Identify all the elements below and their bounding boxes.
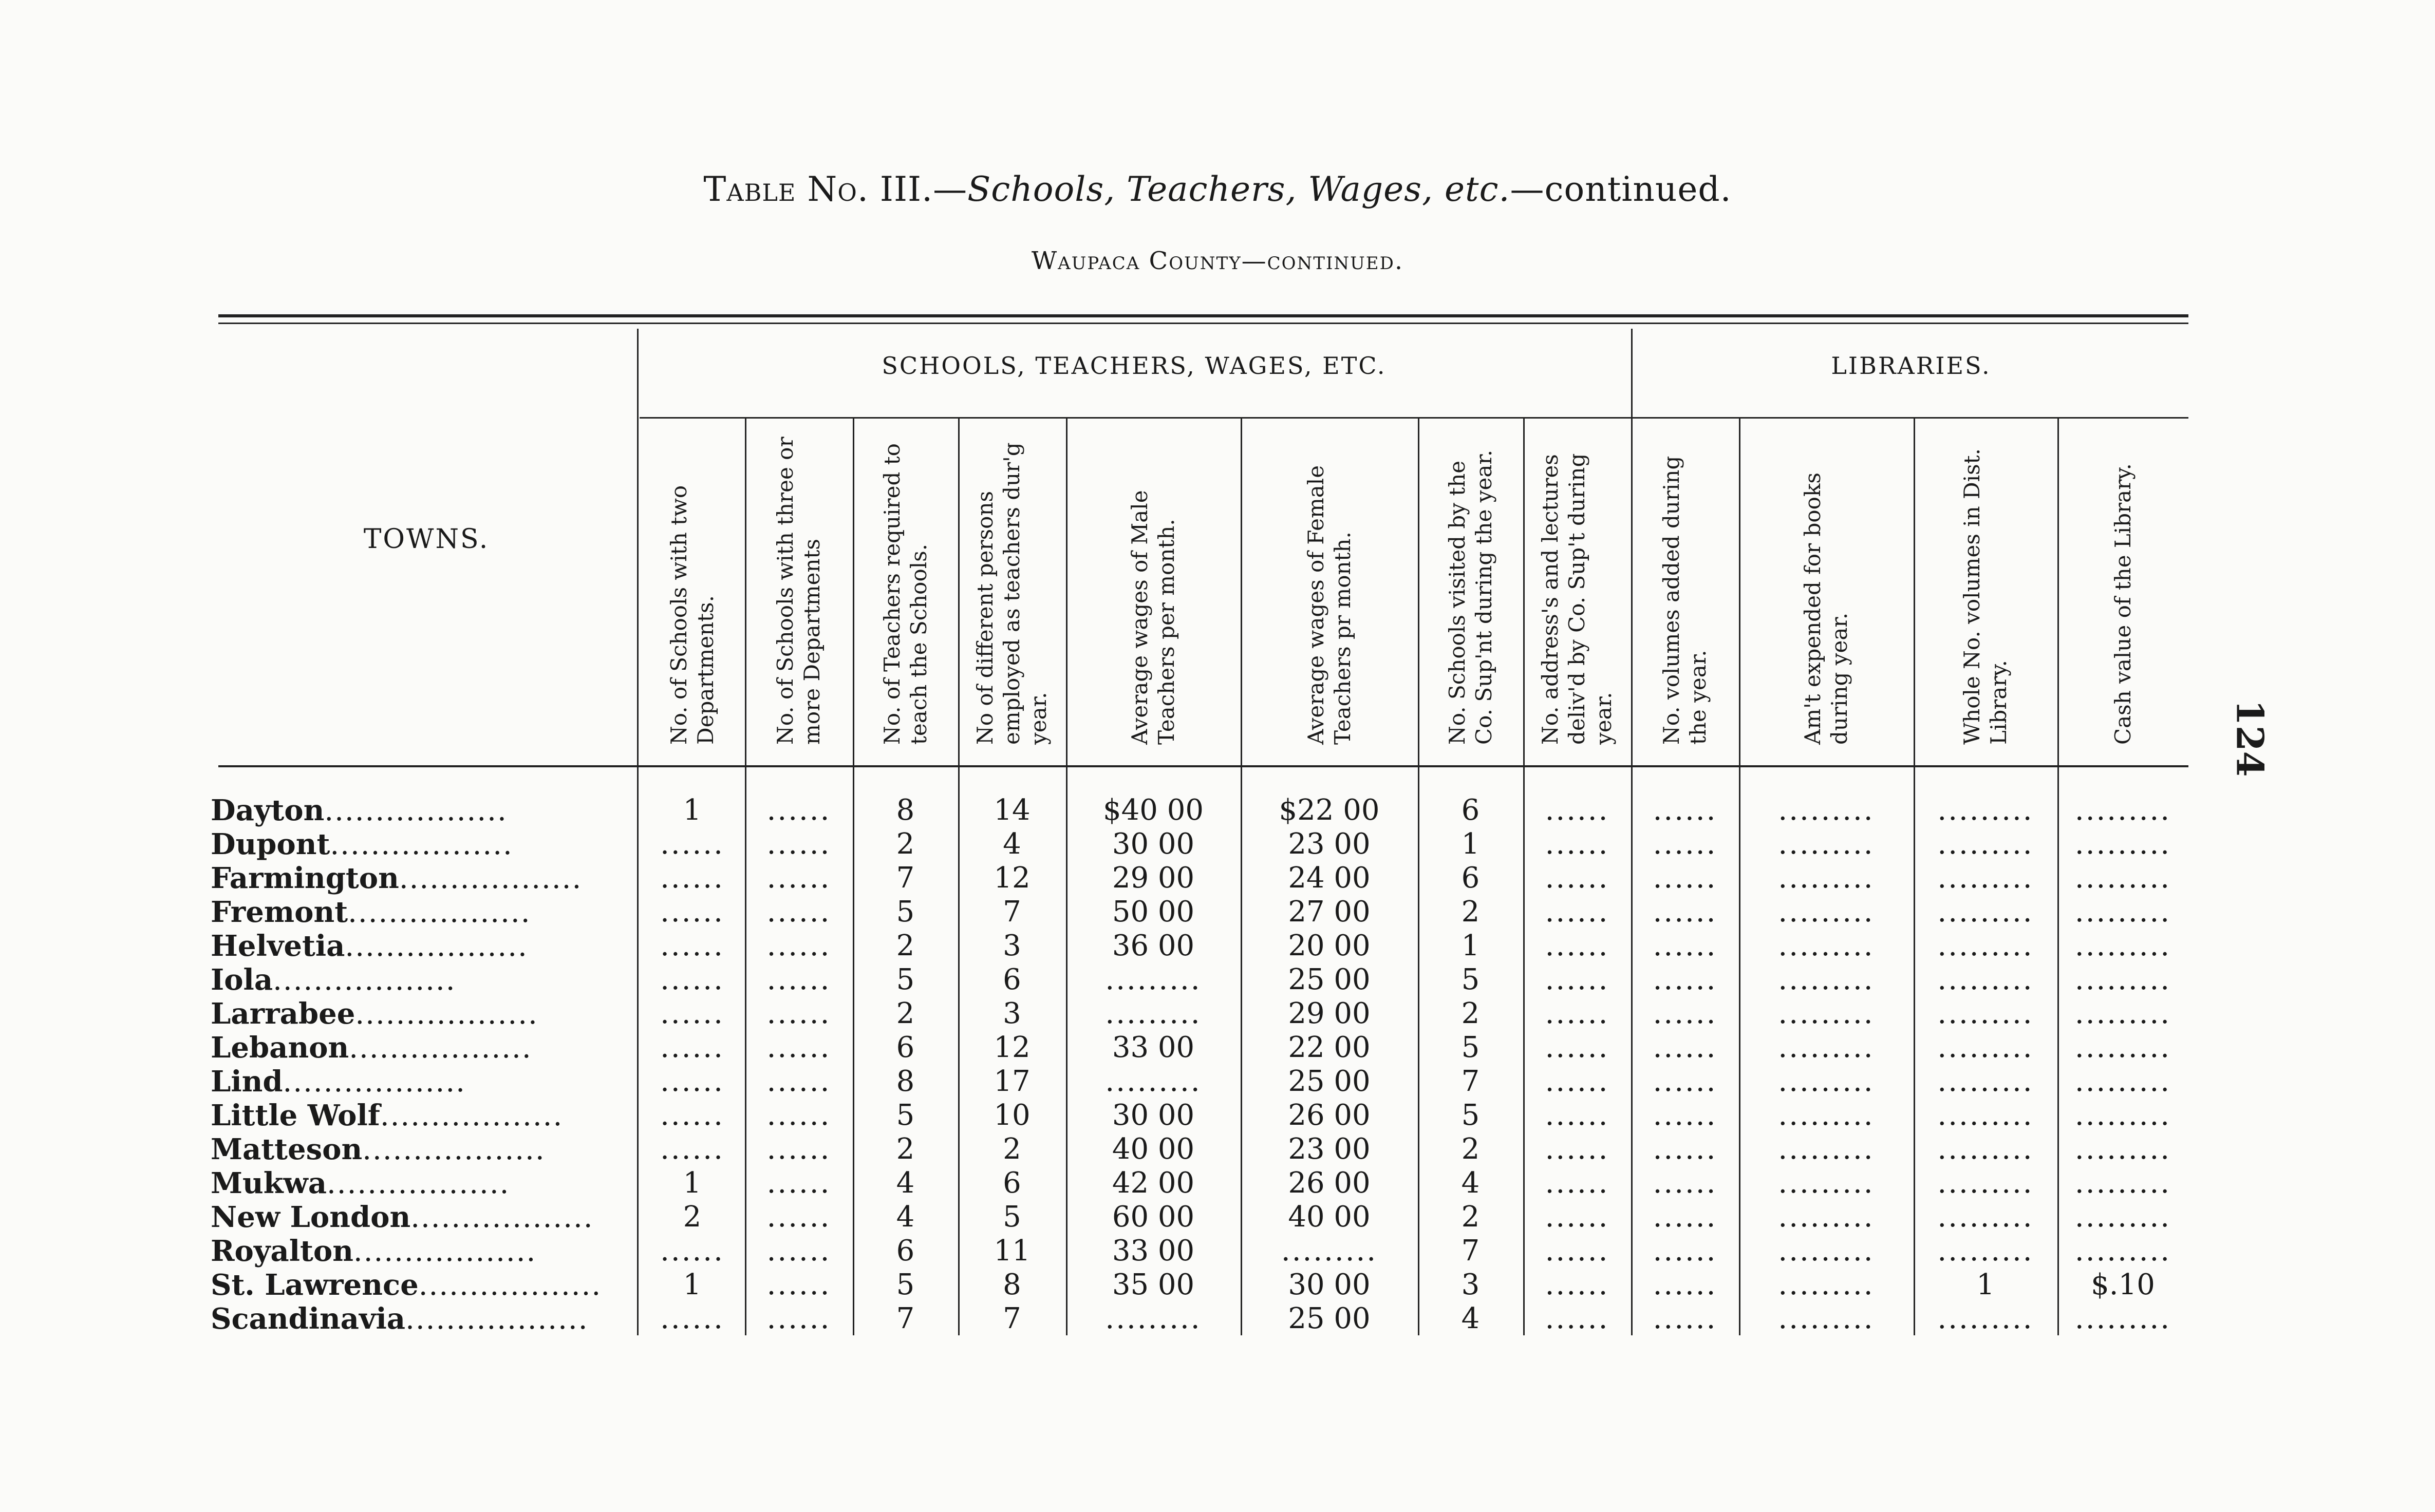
town-name-text: New London bbox=[211, 1200, 411, 1234]
cell-value: 23 00 bbox=[1288, 827, 1371, 861]
leader-dots: .................. bbox=[380, 1099, 564, 1132]
leader-dots: .................. bbox=[348, 896, 531, 929]
cell-value: 7 bbox=[896, 1302, 915, 1335]
empty-cell-dots: ......... bbox=[1778, 895, 1875, 929]
cell-value: 5 bbox=[896, 1099, 915, 1132]
town-name bbox=[211, 1132, 637, 1166]
cell-value: 7 bbox=[1461, 1065, 1480, 1098]
cell-value: 8 bbox=[1003, 1268, 1021, 1301]
column-header-label: No. Schools visited by the Co. Sup'nt during the year. bbox=[1444, 449, 1496, 745]
cell-value: 33 00 bbox=[1112, 1234, 1195, 1268]
empty-cell-dots: ...... bbox=[1545, 1166, 1609, 1200]
empty-cell-dots: ...... bbox=[766, 1132, 831, 1166]
empty-cell-dots: ...... bbox=[1545, 1268, 1609, 1301]
empty-cell-dots: ...... bbox=[766, 1065, 831, 1098]
column-header-label: Whole No. volumes in Dist. Library. bbox=[1959, 448, 2011, 745]
cell-value: 3 bbox=[1003, 997, 1021, 1030]
empty-cell-dots: ...... bbox=[766, 1302, 831, 1335]
empty-cell-dots: ......... bbox=[1937, 1200, 2034, 1234]
town-name bbox=[211, 1302, 637, 1336]
empty-cell-dots: ...... bbox=[1545, 793, 1609, 827]
cell-value: 12 bbox=[994, 861, 1031, 895]
empty-cell-dots: ...... bbox=[660, 895, 724, 929]
column-header-label: No. of Schools with three or more Departments bbox=[773, 437, 825, 745]
town-name-text: Royalton bbox=[211, 1234, 353, 1268]
addresses-header bbox=[1523, 421, 1631, 750]
leader-dots: .................. bbox=[349, 1031, 532, 1065]
table-row bbox=[0, 929, 2435, 963]
empty-cell-dots: ...... bbox=[1653, 895, 1717, 929]
column-header-label: Cash value of the Library. bbox=[2110, 463, 2136, 745]
town-name-text: Little Wolf bbox=[211, 1099, 380, 1132]
cell-value: 33 00 bbox=[1112, 1031, 1195, 1064]
cell-value: 27 00 bbox=[1288, 895, 1371, 929]
town-name-text: Larrabee bbox=[211, 997, 355, 1031]
leader-dots: .................. bbox=[355, 997, 538, 1031]
empty-cell-dots: ...... bbox=[1653, 1200, 1717, 1234]
town-name-text: Helvetia bbox=[211, 929, 345, 963]
empty-cell-dots: ...... bbox=[1545, 1065, 1609, 1098]
table-row bbox=[0, 827, 2435, 861]
empty-cell-dots: ......... bbox=[1778, 827, 1875, 861]
top-rule-inner bbox=[218, 323, 2188, 324]
empty-cell-dots: ...... bbox=[1653, 861, 1717, 895]
table-title-suffix: —continued. bbox=[1510, 169, 1732, 209]
cell-value: 6 bbox=[896, 1031, 915, 1064]
empty-cell-dots: ......... bbox=[1105, 1065, 1202, 1098]
cell-value: 4 bbox=[1003, 827, 1021, 861]
cell-value: 2 bbox=[1003, 1132, 1021, 1166]
cell-value: 4 bbox=[1461, 1302, 1480, 1335]
empty-cell-dots: ...... bbox=[1653, 1031, 1717, 1064]
empty-cell-dots: ......... bbox=[2074, 793, 2171, 827]
empty-cell-dots: ......... bbox=[1937, 1166, 2034, 1200]
male-wages-header bbox=[1066, 421, 1241, 750]
town-name bbox=[211, 1065, 637, 1099]
empty-cell-dots: ...... bbox=[766, 1031, 831, 1064]
table-row bbox=[0, 1099, 2435, 1132]
table-row bbox=[0, 895, 2435, 929]
empty-cell-dots: ...... bbox=[766, 963, 831, 996]
cell-value: $.10 bbox=[2091, 1268, 2155, 1301]
cell-value: 5 bbox=[1461, 963, 1480, 996]
town-name-text: Lebanon bbox=[211, 1031, 349, 1065]
empty-cell-dots: ...... bbox=[766, 1099, 831, 1132]
cell-value: 1 bbox=[683, 1268, 702, 1301]
table-title-italic: Schools, Teachers, Wages, etc. bbox=[967, 169, 1510, 209]
town-name bbox=[211, 1268, 637, 1302]
group-underline bbox=[640, 417, 2188, 419]
whole-volumes-header bbox=[1914, 421, 2057, 750]
empty-cell-dots: ......... bbox=[2074, 929, 2171, 962]
cell-value: 60 00 bbox=[1112, 1200, 1195, 1234]
empty-cell-dots: ...... bbox=[766, 929, 831, 962]
leader-dots: .................. bbox=[405, 1302, 589, 1336]
empty-cell-dots: ......... bbox=[1778, 793, 1875, 827]
top-rule-outer bbox=[218, 314, 2188, 317]
female-wages-header bbox=[1241, 421, 1418, 750]
table-row bbox=[0, 1302, 2435, 1336]
volumes-added-header bbox=[1631, 421, 1739, 750]
schools-visited-header bbox=[1418, 421, 1523, 750]
empty-cell-dots: ...... bbox=[660, 1031, 724, 1064]
town-name-text: Scandinavia bbox=[211, 1302, 406, 1336]
empty-cell-dots: ...... bbox=[1653, 1302, 1717, 1335]
cell-value: 4 bbox=[896, 1200, 915, 1234]
cell-value: 1 bbox=[1461, 929, 1480, 962]
leader-dots: .................. bbox=[327, 1167, 510, 1200]
town-name bbox=[211, 895, 637, 929]
leader-dots: .................. bbox=[410, 1201, 594, 1234]
empty-cell-dots: ...... bbox=[766, 827, 831, 861]
table-row bbox=[0, 793, 2435, 827]
empty-cell-dots: ......... bbox=[1778, 861, 1875, 895]
empty-cell-dots: ......... bbox=[2074, 895, 2171, 929]
empty-cell-dots: ...... bbox=[660, 827, 724, 861]
cell-value: 36 00 bbox=[1112, 929, 1195, 962]
cell-value: 2 bbox=[896, 1132, 915, 1166]
leader-dots: .................. bbox=[324, 794, 508, 827]
cell-value: 6 bbox=[1461, 793, 1480, 827]
cell-value: 20 00 bbox=[1288, 929, 1371, 962]
empty-cell-dots: ......... bbox=[1778, 1099, 1875, 1132]
cell-value: 23 00 bbox=[1288, 1132, 1371, 1166]
cell-value: 17 bbox=[994, 1065, 1031, 1098]
column-header-label: No of different persons employed as teachers dur'g year. bbox=[972, 442, 1051, 745]
town-name-text: Iola bbox=[211, 963, 273, 997]
column-header-label: No. of Schools with two Departments. bbox=[666, 485, 718, 745]
cell-value: 7 bbox=[1461, 1234, 1480, 1268]
empty-cell-dots: ...... bbox=[660, 997, 724, 1030]
empty-cell-dots: ......... bbox=[1778, 1166, 1875, 1200]
empty-cell-dots: ......... bbox=[2074, 1234, 2171, 1268]
empty-cell-dots: ...... bbox=[1653, 1268, 1717, 1301]
town-name bbox=[211, 793, 637, 827]
cell-value: 7 bbox=[896, 861, 915, 895]
cell-value: 11 bbox=[994, 1234, 1031, 1268]
empty-cell-dots: ...... bbox=[660, 1234, 724, 1268]
empty-cell-dots: ......... bbox=[1778, 1031, 1875, 1064]
empty-cell-dots: ...... bbox=[1545, 1031, 1609, 1064]
cell-value: 6 bbox=[1003, 963, 1021, 996]
empty-cell-dots: ......... bbox=[1937, 1132, 2034, 1166]
empty-cell-dots: ...... bbox=[766, 861, 831, 895]
town-name bbox=[211, 963, 637, 997]
empty-cell-dots: ......... bbox=[1937, 997, 2034, 1030]
cell-value: 3 bbox=[1461, 1268, 1480, 1301]
empty-cell-dots: ......... bbox=[1937, 1302, 2034, 1335]
cell-value: 25 00 bbox=[1288, 1065, 1371, 1098]
empty-cell-dots: ......... bbox=[1281, 1234, 1378, 1268]
cell-value: 29 00 bbox=[1112, 861, 1195, 895]
cell-value: 2 bbox=[683, 1200, 702, 1234]
empty-cell-dots: ...... bbox=[660, 1132, 724, 1166]
cell-value: 2 bbox=[896, 997, 915, 1030]
teachers-required-header bbox=[853, 421, 958, 750]
cell-value: 50 00 bbox=[1112, 895, 1195, 929]
empty-cell-dots: ...... bbox=[1653, 997, 1717, 1030]
table-row bbox=[0, 1166, 2435, 1200]
empty-cell-dots: ......... bbox=[1937, 793, 2034, 827]
empty-cell-dots: ......... bbox=[1937, 861, 2034, 895]
cell-value: 1 bbox=[683, 1166, 702, 1200]
leader-dots: .................. bbox=[353, 1235, 537, 1268]
column-header-label: Average wages of Male Teachers per month. bbox=[1127, 490, 1179, 745]
town-name bbox=[211, 827, 637, 861]
leader-dots: .................. bbox=[418, 1269, 602, 1302]
town-name bbox=[211, 1166, 637, 1200]
amount-expended-header bbox=[1739, 421, 1914, 750]
table-row bbox=[0, 1031, 2435, 1065]
two-dept-header bbox=[640, 421, 745, 750]
empty-cell-dots: ...... bbox=[660, 1302, 724, 1335]
cell-value: 5 bbox=[896, 963, 915, 996]
teachers-employed-header bbox=[958, 421, 1066, 750]
town-name-text: Lind bbox=[211, 1065, 283, 1099]
empty-cell-dots: ...... bbox=[766, 1234, 831, 1268]
empty-cell-dots: ...... bbox=[1545, 1099, 1609, 1132]
town-name-text: Farmington bbox=[211, 861, 399, 895]
column-header-label: Am't expended for books during year. bbox=[1800, 472, 1852, 745]
column-header-label: Average wages of Female Teachers pr month. bbox=[1303, 465, 1355, 745]
empty-cell-dots: ......... bbox=[1105, 997, 1202, 1030]
empty-cell-dots: ...... bbox=[1653, 1166, 1717, 1200]
leader-dots: .................. bbox=[345, 930, 528, 963]
cell-value: $40 00 bbox=[1103, 793, 1204, 827]
cell-value: 1 bbox=[683, 793, 702, 827]
empty-cell-dots: ...... bbox=[1545, 1200, 1609, 1234]
table-title-prefix: Table No. III.— bbox=[703, 169, 968, 209]
empty-cell-dots: ......... bbox=[2074, 1132, 2171, 1166]
cell-value: 8 bbox=[896, 793, 915, 827]
cell-value: 2 bbox=[1461, 997, 1480, 1030]
towns-header: TOWNS. bbox=[363, 524, 490, 555]
empty-cell-dots: ...... bbox=[1653, 963, 1717, 996]
cell-value: 5 bbox=[1003, 1200, 1021, 1234]
leader-dots: .................. bbox=[362, 1133, 546, 1166]
empty-cell-dots: ......... bbox=[1778, 1065, 1875, 1098]
cell-value: 29 00 bbox=[1288, 997, 1371, 1030]
empty-cell-dots: ...... bbox=[1653, 1234, 1717, 1268]
empty-cell-dots: ...... bbox=[1545, 963, 1609, 996]
empty-cell-dots: ...... bbox=[766, 1268, 831, 1301]
cell-value: 25 00 bbox=[1288, 1302, 1371, 1335]
empty-cell-dots: ...... bbox=[1653, 1132, 1717, 1166]
three-dept-header bbox=[745, 421, 853, 750]
town-name bbox=[211, 997, 637, 1031]
leader-dots: .................. bbox=[399, 862, 583, 895]
empty-cell-dots: ......... bbox=[1778, 929, 1875, 962]
empty-cell-dots: ...... bbox=[1545, 1302, 1609, 1335]
empty-cell-dots: ...... bbox=[1545, 929, 1609, 962]
town-name-text: Dayton bbox=[211, 793, 325, 827]
empty-cell-dots: ......... bbox=[1105, 1302, 1202, 1335]
empty-cell-dots: ...... bbox=[1653, 827, 1717, 861]
empty-cell-dots: ......... bbox=[2074, 1031, 2171, 1064]
cell-value: 10 bbox=[994, 1099, 1031, 1132]
table-title bbox=[0, 169, 2435, 209]
empty-cell-dots: ......... bbox=[2074, 1166, 2171, 1200]
schools-group-header: SCHOOLS, TEACHERS, WAGES, ETC. bbox=[882, 352, 1387, 380]
empty-cell-dots: ......... bbox=[1937, 929, 2034, 962]
empty-cell-dots: ...... bbox=[660, 1065, 724, 1098]
empty-cell-dots: ......... bbox=[1778, 1268, 1875, 1301]
town-name-text: St. Lawrence bbox=[211, 1268, 419, 1302]
leader-dots: .................. bbox=[283, 1065, 466, 1099]
empty-cell-dots: ......... bbox=[1937, 963, 2034, 996]
town-name bbox=[211, 1234, 637, 1268]
cell-value: 30 00 bbox=[1112, 827, 1195, 861]
cell-value: 5 bbox=[896, 1268, 915, 1301]
table-row bbox=[0, 1268, 2435, 1302]
cell-value: 4 bbox=[1461, 1166, 1480, 1200]
cell-value: 22 00 bbox=[1288, 1031, 1371, 1064]
empty-cell-dots: ......... bbox=[1778, 1234, 1875, 1268]
column-header-label: No. volumes added during the year. bbox=[1659, 456, 1711, 745]
column-header-label: No. of Teachers required to teach the Schools. bbox=[879, 443, 931, 745]
empty-cell-dots: ......... bbox=[1937, 827, 2034, 861]
empty-cell-dots: ...... bbox=[1545, 827, 1609, 861]
page-number: 124 bbox=[2228, 700, 2272, 777]
empty-cell-dots: ......... bbox=[2074, 827, 2171, 861]
town-name bbox=[211, 861, 637, 895]
cell-value: 2 bbox=[1461, 1200, 1480, 1234]
cell-value: 5 bbox=[1461, 1031, 1480, 1064]
empty-cell-dots: ......... bbox=[2074, 963, 2171, 996]
cell-value: 14 bbox=[994, 793, 1031, 827]
cell-value: 26 00 bbox=[1288, 1099, 1371, 1132]
cell-value: 2 bbox=[896, 827, 915, 861]
empty-cell-dots: ......... bbox=[1937, 1065, 2034, 1098]
town-name-text: Matteson bbox=[211, 1132, 363, 1166]
cell-value: 1 bbox=[1976, 1268, 1995, 1301]
cell-value: 2 bbox=[896, 929, 915, 962]
cell-value: 6 bbox=[896, 1234, 915, 1268]
header-bottom-rule bbox=[218, 765, 2188, 767]
empty-cell-dots: ...... bbox=[1545, 1132, 1609, 1166]
cell-value: 40 00 bbox=[1112, 1132, 1195, 1166]
table-row bbox=[0, 963, 2435, 997]
cell-value: 7 bbox=[1003, 1302, 1021, 1335]
cell-value: 30 00 bbox=[1112, 1099, 1195, 1132]
empty-cell-dots: ...... bbox=[1653, 1099, 1717, 1132]
empty-cell-dots: ......... bbox=[1778, 997, 1875, 1030]
town-name-text: Dupont bbox=[211, 827, 330, 861]
empty-cell-dots: ......... bbox=[2074, 997, 2171, 1030]
town-name bbox=[211, 1099, 637, 1132]
cash-value-header bbox=[2057, 421, 2188, 750]
cell-value: 4 bbox=[896, 1166, 915, 1200]
table-row bbox=[0, 997, 2435, 1031]
empty-cell-dots: ......... bbox=[2074, 1302, 2171, 1335]
empty-cell-dots: ...... bbox=[660, 963, 724, 996]
town-name-text: Mukwa bbox=[211, 1166, 327, 1200]
empty-cell-dots: ...... bbox=[1545, 1234, 1609, 1268]
empty-cell-dots: ......... bbox=[1778, 963, 1875, 996]
cell-value: 7 bbox=[1003, 895, 1021, 929]
empty-cell-dots: ...... bbox=[766, 1166, 831, 1200]
empty-cell-dots: ......... bbox=[1937, 1234, 2034, 1268]
empty-cell-dots: ......... bbox=[2074, 861, 2171, 895]
cell-value: 40 00 bbox=[1288, 1200, 1371, 1234]
empty-cell-dots: ...... bbox=[1653, 793, 1717, 827]
cell-value: 30 00 bbox=[1288, 1268, 1371, 1301]
cell-value: 35 00 bbox=[1112, 1268, 1195, 1301]
cell-value: 2 bbox=[1461, 895, 1480, 929]
empty-cell-dots: ...... bbox=[660, 861, 724, 895]
empty-cell-dots: ......... bbox=[1105, 963, 1202, 996]
empty-cell-dots: ......... bbox=[1937, 1099, 2034, 1132]
cell-value: 26 00 bbox=[1288, 1166, 1371, 1200]
town-name bbox=[211, 1200, 637, 1234]
empty-cell-dots: ...... bbox=[1545, 895, 1609, 929]
cell-value: 6 bbox=[1003, 1166, 1021, 1200]
cell-value: 5 bbox=[896, 895, 915, 929]
empty-cell-dots: ...... bbox=[766, 793, 831, 827]
cell-value: 42 00 bbox=[1112, 1166, 1195, 1200]
cell-value: 12 bbox=[994, 1031, 1031, 1064]
empty-cell-dots: ......... bbox=[1778, 1302, 1875, 1335]
empty-cell-dots: ...... bbox=[1653, 929, 1717, 962]
empty-cell-dots: ......... bbox=[2074, 1065, 2171, 1098]
cell-value: 24 00 bbox=[1288, 861, 1371, 895]
table-row bbox=[0, 1234, 2435, 1268]
libraries-group-header: LIBRARIES. bbox=[1831, 352, 1991, 380]
empty-cell-dots: ...... bbox=[766, 1200, 831, 1234]
empty-cell-dots: ...... bbox=[660, 1099, 724, 1132]
cell-value: 3 bbox=[1003, 929, 1021, 962]
county-subtitle: Waupaca County—continued. bbox=[1031, 247, 1404, 275]
table-row bbox=[0, 861, 2435, 895]
cell-value: 2 bbox=[1461, 1132, 1480, 1166]
cell-value: 1 bbox=[1461, 827, 1480, 861]
cell-value: 8 bbox=[896, 1065, 915, 1098]
empty-cell-dots: ......... bbox=[1778, 1132, 1875, 1166]
empty-cell-dots: ...... bbox=[660, 929, 724, 962]
column-header-label: No. address's and lectures deliv'd by Co. Sup't during year. bbox=[1538, 453, 1616, 745]
empty-cell-dots: ...... bbox=[1653, 1065, 1717, 1098]
empty-cell-dots: ......... bbox=[1778, 1200, 1875, 1234]
empty-cell-dots: ...... bbox=[766, 997, 831, 1030]
empty-cell-dots: ......... bbox=[2074, 1200, 2171, 1234]
town-name-text: Fremont bbox=[211, 895, 348, 929]
table-row bbox=[0, 1065, 2435, 1099]
cell-value: 25 00 bbox=[1288, 963, 1371, 996]
table-row bbox=[0, 1200, 2435, 1234]
leader-dots: .................. bbox=[273, 963, 456, 997]
empty-cell-dots: ......... bbox=[1937, 895, 2034, 929]
empty-cell-dots: ...... bbox=[1545, 861, 1609, 895]
table-row bbox=[0, 1132, 2435, 1166]
empty-cell-dots: ...... bbox=[766, 895, 831, 929]
town-name bbox=[211, 929, 637, 963]
empty-cell-dots: ...... bbox=[1545, 997, 1609, 1030]
town-name bbox=[211, 1031, 637, 1065]
leader-dots: .................. bbox=[330, 828, 513, 861]
cell-value: 6 bbox=[1461, 861, 1480, 895]
empty-cell-dots: ......... bbox=[2074, 1099, 2171, 1132]
empty-cell-dots: ......... bbox=[1937, 1031, 2034, 1064]
cell-value: 5 bbox=[1461, 1099, 1480, 1132]
cell-value: $22 00 bbox=[1279, 793, 1380, 827]
